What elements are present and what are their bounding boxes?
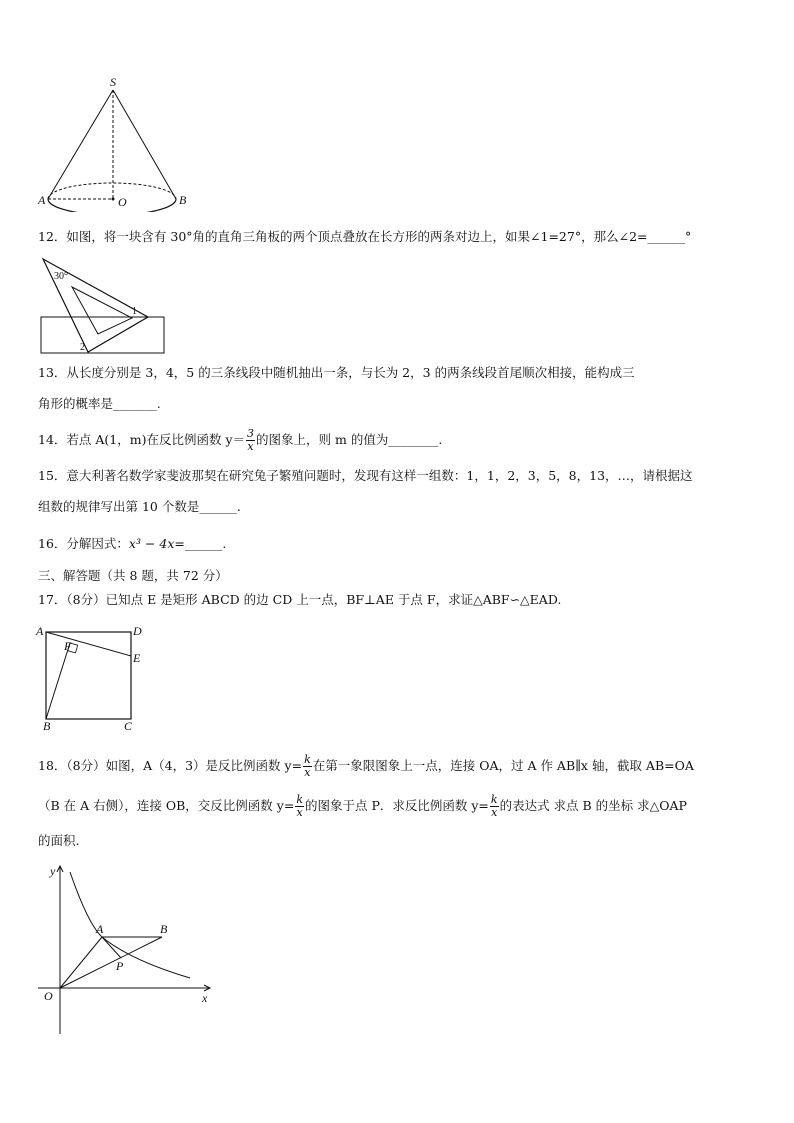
- axis-x-label: x: [202, 991, 208, 1005]
- q14-post: 的图象上，则 m 的值为________.: [256, 432, 443, 447]
- q12-text: 12．如图，将一块含有 30°角的直角三角板的两个顶点叠放在长方形的两条对边上，如果∠1=27°，那么∠2=______°: [38, 229, 692, 244]
- q17-figure: [34, 622, 146, 734]
- q18-fraction-3: [490, 794, 499, 819]
- q16-post: =______.: [174, 536, 227, 551]
- q15-line1: 15．意大利著名数学家斐波那契在研究兔子繁殖问题时，发现有这样一组数：1，1，2，3，5，8，13，…，请根据这: [38, 468, 693, 483]
- q14-numerator: 3: [247, 427, 255, 440]
- q17-text: 17．（8分）已知点 E 是矩形 ABCD 的边 CD 上一点，BF⊥AE 于点 F，求证△ABF∽△EAD.: [38, 592, 562, 607]
- label-b: B: [179, 193, 187, 207]
- q18-x-2: x: [296, 806, 303, 819]
- rect-label-c: C: [124, 719, 133, 733]
- rect-label-a: A: [36, 624, 44, 638]
- q12-figure: [36, 254, 171, 358]
- q18-line1-b: 在第一象限图象上一点，连接 OA，过 A 作 AB∥x 轴，截取 AB=OA: [312, 758, 694, 773]
- q14-pre: 14．若点 A(1，m)在反比例函数 y＝: [38, 432, 246, 447]
- rect-label-e: E: [133, 651, 141, 665]
- rect-label-d: D: [133, 624, 142, 638]
- q14-denominator: x: [247, 440, 254, 453]
- q18-x-1: x: [304, 766, 311, 779]
- q13-line1: 13．从长度分别是 3，4，5 的三条线段中随机抽出一条，与长为 2，3 的两条线段首尾顺次相接，能构成三: [38, 365, 635, 380]
- origin-label: O: [44, 989, 53, 1003]
- q16-line: [38, 535, 226, 553]
- q18-k-1: k: [304, 753, 311, 766]
- q18-line2-c: 的表达式 求点 B 的坐标 求△OAP: [499, 798, 687, 813]
- q13-line2: 角形的概率是_______.: [38, 396, 161, 411]
- label-s: S: [110, 75, 116, 89]
- q18-line1: [38, 754, 694, 779]
- rect-label-b: B: [43, 719, 51, 733]
- axis-y-label: y: [50, 864, 56, 878]
- point-p-label: P: [116, 959, 124, 973]
- point-b-label: B: [160, 922, 168, 936]
- q14-fraction: [246, 428, 255, 453]
- q18-fraction-1: [303, 754, 312, 779]
- q18-line2: [38, 794, 687, 819]
- q18-x-3: x: [491, 806, 498, 819]
- q18-k-2: k: [296, 793, 303, 806]
- label-a: A: [38, 193, 46, 207]
- q18-line1-a: 18．（8分）如图，A（4，3）是反比例函数 y=: [38, 758, 303, 773]
- point-a-label: A: [96, 922, 104, 936]
- section-3-heading: 三、解答题（共 8 题，共 72 分）: [38, 568, 228, 583]
- rect-label-f: F: [64, 639, 72, 653]
- angle-30-label: 30°: [54, 271, 68, 282]
- angle-2-label: 2: [80, 342, 85, 353]
- label-o: O: [118, 195, 127, 209]
- angle-1-label: 1: [132, 306, 137, 317]
- q16-expression: x³ − 4x: [128, 536, 175, 551]
- cone-figure: [30, 72, 200, 212]
- q18-line3: 的面积.: [38, 833, 80, 848]
- q14-line: [38, 428, 442, 453]
- q18-line2-a: （B 在 A 右侧），连接 OB，交反比例函数 y=: [38, 798, 295, 813]
- q18-figure: [30, 858, 220, 1036]
- q18-line2-b: 的图象于点 P．求反比例函数 y=: [304, 798, 489, 813]
- q16-pre: 16．分解因式：: [38, 536, 129, 551]
- q15-line2: 组数的规律写出第 10 个数是______.: [38, 499, 241, 514]
- q18-k-3: k: [490, 793, 498, 806]
- q18-fraction-2: [295, 794, 304, 819]
